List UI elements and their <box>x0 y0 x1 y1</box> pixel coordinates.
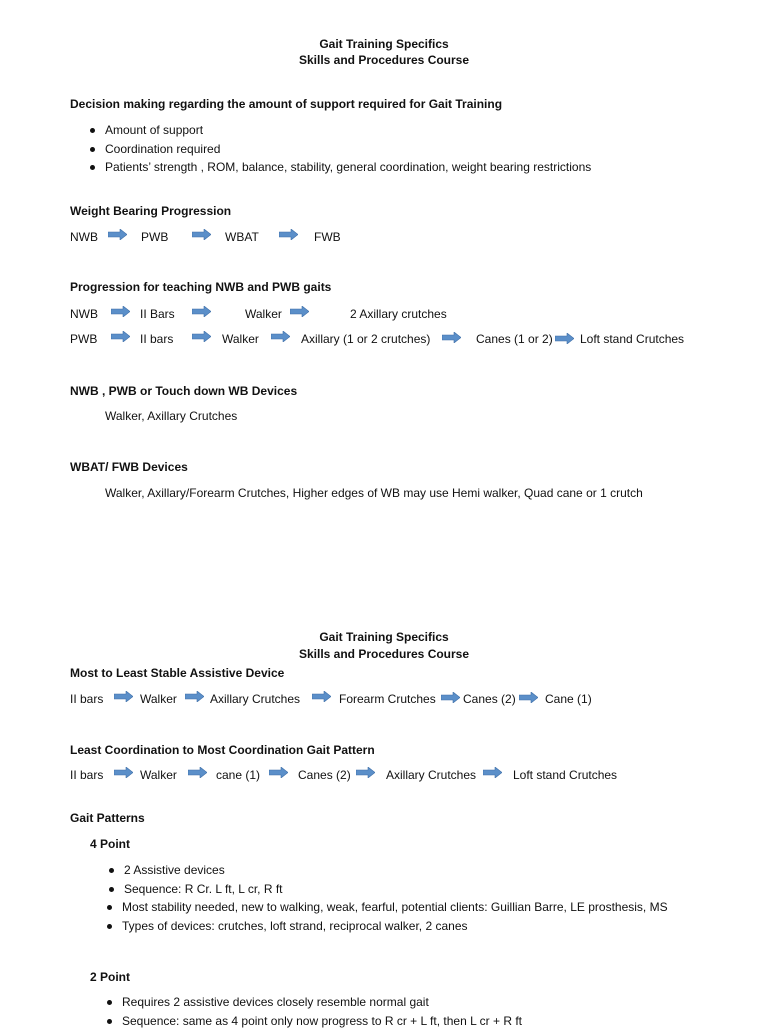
page-title: Gait Training Specifics <box>0 37 768 51</box>
right-arrow-icon <box>114 691 133 702</box>
flow-step: II bars <box>70 768 103 782</box>
two-point-bullet-list <box>122 995 522 1032</box>
flow-step: 2 Axillary crutches <box>350 307 447 321</box>
right-arrow-icon <box>192 229 211 240</box>
flow-step: NWB <box>70 307 98 321</box>
coordination-heading: Least Coordination to Most Coordination Gait Pattern <box>70 743 375 757</box>
page-subtitle: Skills and Procedures Course <box>0 53 768 67</box>
right-arrow-icon <box>108 229 127 240</box>
right-arrow-icon <box>441 692 460 703</box>
list-item: 2 Assistive devices <box>124 863 670 882</box>
flow-step: Walker <box>140 768 177 782</box>
right-arrow-icon <box>290 306 309 317</box>
flow-step: Canes (2) <box>463 692 516 706</box>
flow-step: Loft stand Crutches <box>513 768 617 782</box>
flow-step: Forearm Crutches <box>339 692 436 706</box>
list-item: Patients’ strength , ROM, balance, stability, general coordination, weight bearing restrictions <box>105 160 591 179</box>
flow-step: Canes (1 or 2) <box>476 332 553 346</box>
wb-progression-heading: Weight Bearing Progression <box>70 204 231 218</box>
flow-step: Axillary (1 or 2 crutches) <box>301 332 430 346</box>
flow-step: Walker <box>140 692 177 706</box>
flow-step: FWB <box>314 230 341 244</box>
pwb-progression-flow <box>0 332 768 352</box>
list-item: Sequence: same as 4 point only now progress to R cr + L ft, then L cr + R ft <box>122 1014 522 1032</box>
right-arrow-icon <box>192 306 211 317</box>
flow-step: II bars <box>70 692 103 706</box>
stable-device-heading: Most to Least Stable Assistive Device <box>70 666 284 680</box>
flow-step: WBAT <box>225 230 259 244</box>
right-arrow-icon <box>483 767 502 778</box>
flow-step: cane (1) <box>216 768 260 782</box>
right-arrow-icon <box>356 767 375 778</box>
flow-step: Walker <box>222 332 259 346</box>
list-item: Requires 2 assistive devices closely resemble normal gait <box>122 995 522 1014</box>
coordination-flow <box>0 768 768 788</box>
flow-step: II Bars <box>140 307 175 321</box>
flow-step: NWB <box>70 230 98 244</box>
right-arrow-icon <box>555 333 574 344</box>
right-arrow-icon <box>279 229 298 240</box>
flow-step: PWB <box>141 230 168 244</box>
flow-step: Axillary Crutches <box>210 692 300 706</box>
flow-step: Walker <box>245 307 282 321</box>
right-arrow-icon <box>192 331 211 342</box>
flow-step: Cane (1) <box>545 692 592 706</box>
nwb-devices-text: Walker, Axillary Crutches <box>105 409 237 423</box>
nwb-pwb-gaits-heading: Progression for teaching NWB and PWB gaits <box>70 280 331 294</box>
flow-step: Axillary Crutches <box>386 768 476 782</box>
flow-step: Loft stand Crutches <box>580 332 684 346</box>
right-arrow-icon <box>519 692 538 703</box>
right-arrow-icon <box>114 767 133 778</box>
list-item: Coordination required <box>105 142 591 161</box>
flow-step: II bars <box>140 332 173 346</box>
right-arrow-icon <box>442 332 461 343</box>
gait-patterns-heading: Gait Patterns <box>70 811 145 825</box>
list-item: Amount of support <box>105 123 591 142</box>
right-arrow-icon <box>111 306 130 317</box>
right-arrow-icon <box>271 331 290 342</box>
list-item: Most stability needed, new to walking, weak, fearful, potential clients: Guillian Barre, LE prosthesis, MS <box>122 900 668 919</box>
four-point-heading: 4 Point <box>90 837 130 851</box>
four-point-bullet-list <box>124 863 670 937</box>
wbat-devices-text: Walker, Axillary/Forearm Crutches, Higher edges of WB may use Hemi walker, Quad cane or 1 crutch <box>105 486 643 500</box>
right-arrow-icon <box>269 767 288 778</box>
list-item: Sequence: R Cr. L ft, L cr, R ft <box>124 882 670 901</box>
decision-bullet-list <box>105 123 591 179</box>
page-title: Gait Training Specifics <box>0 630 768 644</box>
right-arrow-icon <box>111 331 130 342</box>
nwb-progression-flow <box>0 307 768 327</box>
right-arrow-icon <box>312 691 331 702</box>
wbat-devices-heading: WBAT/ FWB Devices <box>70 460 188 474</box>
nwb-devices-heading: NWB , PWB or Touch down WB Devices <box>70 384 297 398</box>
page-subtitle: Skills and Procedures Course <box>0 647 768 661</box>
stable-device-flow <box>0 692 768 712</box>
flow-step: Canes (2) <box>298 768 351 782</box>
flow-step: PWB <box>70 332 97 346</box>
list-item: Types of devices: crutches, loft strand, reciprocal walker, 2 canes <box>122 919 668 938</box>
wb-progression-flow <box>0 230 768 250</box>
decision-heading: Decision making regarding the amount of support required for Gait Training <box>70 97 502 111</box>
two-point-heading: 2 Point <box>90 970 130 984</box>
right-arrow-icon <box>185 691 204 702</box>
right-arrow-icon <box>188 767 207 778</box>
